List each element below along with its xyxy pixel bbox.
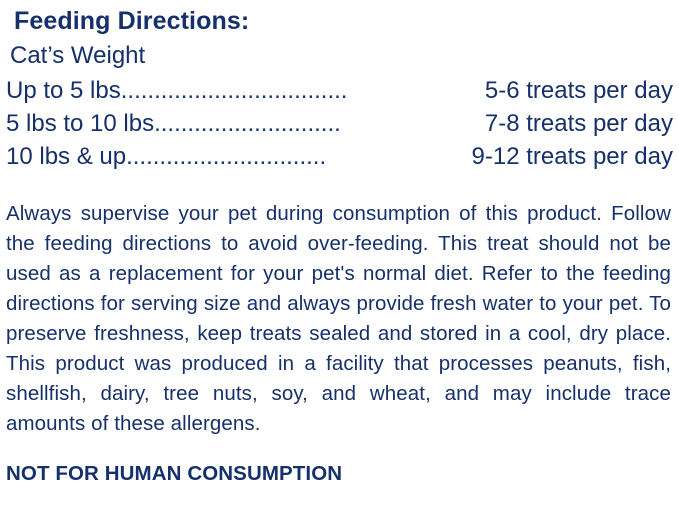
feeding-row-leader-dots: ............................	[154, 110, 341, 137]
feeding-row-weight: Up to 5 lbs	[6, 77, 121, 104]
feeding-row-weight: 5 lbs to 10 lbs	[6, 110, 155, 137]
table-row	[6, 107, 673, 140]
human-consumption-warning: NOT FOR HUMAN CONSUMPTION	[6, 461, 343, 485]
table-row	[6, 74, 673, 107]
feeding-row-leader-dots: ..................................	[120, 77, 348, 104]
feeding-row-leader-dots: ..............................	[126, 143, 327, 170]
feeding-row-weight: 10 lbs & up	[6, 143, 127, 170]
weight-column-header: Cat’s Weight	[10, 42, 146, 69]
table-row	[6, 140, 673, 173]
feeding-row-amount: 9-12 treats per day	[471, 143, 673, 170]
usage-instructions-paragraph: Always supervise your pet during consumption of this product. Follow the feeding directions to avoid over-feeding. This treat should not be used as a replacement for your pet's normal diet. Refer to the feeding directions for serving size and always provide fresh water to your pet. To preserve freshness, keep treats sealed and stored in a cool, dry place. This product was produced in a facility that processes peanuts, fish, shellfish, dairy, tree nuts, soy, and wheat, and may include trace amounts of these allergens.	[6, 202, 671, 435]
feeding-row-amount: 5-6 treats per day	[484, 77, 673, 104]
feeding-directions-table	[6, 74, 673, 173]
feeding-row-amount: 7-8 treats per day	[484, 110, 673, 137]
page-title: Feeding Directions:	[14, 7, 250, 35]
